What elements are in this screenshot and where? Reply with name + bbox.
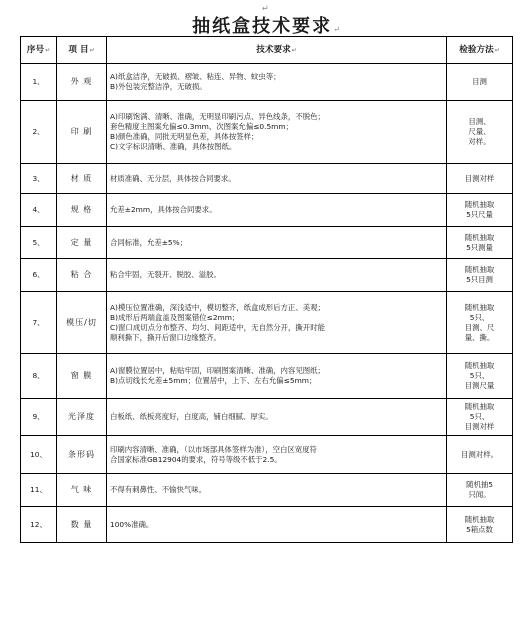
row-method	[447, 292, 513, 354]
row-method	[447, 259, 513, 292]
row-requirement	[107, 399, 447, 436]
row-item: 定 量	[57, 227, 107, 259]
row-requirement	[107, 64, 447, 101]
row-number: 7、	[21, 292, 57, 354]
table-body	[21, 64, 513, 543]
row-requirement	[107, 474, 447, 507]
requirement-line: A)模压位置准确，深浅适中，模切整齐，纸盒成形后方正、美观；	[110, 302, 325, 312]
method-line: 只闻。	[468, 490, 491, 499]
table-row	[21, 507, 513, 543]
row-item: 印 刷	[57, 101, 107, 164]
row-item: 窗 膜	[57, 354, 107, 399]
requirements-table	[20, 36, 513, 543]
row-number: 2、	[21, 101, 57, 164]
row-item: 规 格	[57, 194, 107, 227]
method-line: 随机抽取	[464, 361, 495, 370]
method-line: 随机抽5	[466, 480, 493, 489]
paragraph-mark-top: ↵	[262, 4, 269, 13]
requirement-line: 顺利撕下，撕开后窗口边缘整齐。	[110, 332, 221, 342]
table-row	[21, 101, 513, 164]
row-method	[447, 436, 513, 474]
requirement-line: C)窗口成切点分布整齐、均匀、间距适中，无自然分开，撕开时能	[110, 322, 325, 332]
row-method	[447, 474, 513, 507]
row-requirement	[107, 259, 447, 292]
table-header-row	[21, 37, 513, 64]
method-line: 5只测量	[466, 242, 493, 252]
row-method	[447, 399, 513, 436]
method-line: 目测、尺	[464, 322, 495, 332]
method-line: 随机抽取	[464, 514, 495, 524]
row-number: 3、	[21, 164, 57, 194]
requirement-line: 印刷内容清晰、准确，（以市场部具体签样为准），空白区宽度符	[110, 444, 317, 454]
row-requirement	[107, 164, 447, 194]
row-item: 材 质	[57, 164, 107, 194]
requirement-line: 允差±2mm，具体按合同要求。	[110, 205, 217, 214]
table-row	[21, 259, 513, 292]
row-item: 条形码	[57, 436, 107, 474]
method-line: 对样。	[468, 137, 491, 146]
row-number: 10、	[21, 436, 57, 474]
method-line: 目测	[472, 77, 487, 86]
requirement-line: C)文字标识清晰、准确，具体按图纸。	[110, 142, 237, 151]
method-line: 5只、	[469, 312, 490, 322]
row-method	[447, 507, 513, 543]
table-row	[21, 227, 513, 259]
row-method	[447, 354, 513, 399]
row-number: 4、	[21, 194, 57, 227]
row-requirement	[107, 292, 447, 354]
requirement-line: 粘合牢固，无裂开、脱胶、溢胶。	[110, 270, 221, 279]
row-number: 5、	[21, 227, 57, 259]
requirement-line: 合国家标准GB12904的要求，符号等级不低于2.5。	[110, 454, 282, 464]
row-method	[447, 64, 513, 101]
row-requirement	[107, 507, 447, 543]
method-line: 5只尺量	[466, 210, 493, 219]
row-item: 粘 合	[57, 259, 107, 292]
table-row	[21, 436, 513, 474]
method-line: 目测对样。	[461, 449, 498, 459]
row-requirement	[107, 227, 447, 259]
header-item: 项 目↵	[57, 37, 107, 64]
header-method: 检验方法↵	[447, 37, 513, 64]
requirement-line: 合同标准，允差±5%；	[110, 237, 188, 247]
method-line: 随机抽取	[464, 200, 495, 209]
header-requirement: 技术要求↵	[107, 37, 447, 64]
title-paragraph-mark: ↵	[333, 25, 340, 34]
method-line: 5只目测	[466, 275, 493, 284]
table-row	[21, 292, 513, 354]
method-line: 5箱点数	[466, 524, 493, 534]
method-line: 目测、	[468, 117, 491, 126]
row-method	[447, 227, 513, 259]
method-line: 目测对样	[464, 173, 495, 183]
row-number: 12、	[21, 507, 57, 543]
requirement-line: B)颜色准确，同批无明显色差，具体按签样；	[110, 132, 259, 141]
row-requirement	[107, 101, 447, 164]
row-item: 数 量	[57, 507, 107, 543]
method-line: 量、撕。	[464, 332, 495, 342]
table-row	[21, 474, 513, 507]
row-requirement	[107, 354, 447, 399]
requirement-line: A)窗膜位置居中，粘贴牢固，印刷图案清晰、准确，内容见图纸；	[110, 366, 325, 375]
row-method	[447, 164, 513, 194]
table-row	[21, 194, 513, 227]
requirement-line: 不得有刺鼻性、不愉快气味。	[110, 485, 207, 494]
table-row	[21, 354, 513, 399]
requirement-line: A)印刷饱满、清晰、准确，无明显印刷污点、异色线条，不脱色；	[110, 112, 325, 121]
method-line: 5只、	[469, 371, 490, 380]
document-title	[0, 12, 532, 38]
table-row	[21, 164, 513, 194]
method-line: 目测对样	[464, 422, 495, 431]
row-requirement	[107, 194, 447, 227]
method-line: 目测尺量	[464, 381, 495, 390]
requirement-line: 材质准确、无分层，具体按合同要求。	[110, 173, 236, 183]
row-number: 8、	[21, 354, 57, 399]
requirement-line: 100%准确。	[110, 519, 154, 529]
row-number: 6、	[21, 259, 57, 292]
requirement-line: A)纸盒洁净，无破损、褶皱、粘连、异物、蚊虫等；	[110, 72, 281, 81]
table-row	[21, 64, 513, 101]
method-line: 5只、	[469, 412, 490, 421]
row-number: 9、	[21, 399, 57, 436]
row-requirement	[107, 436, 447, 474]
requirement-line: 套色精度主图案允偏≤0.3mm、次图案允偏≤0.5mm；	[110, 122, 293, 131]
method-line: 随机抽取	[464, 302, 495, 312]
requirement-line: B)成形后两端盒盖及图案错位≤2mm；	[110, 312, 240, 322]
row-item: 气 味	[57, 474, 107, 507]
row-item: 外 观	[57, 64, 107, 101]
requirement-line: B)点切线长允差±5mm；位置居中，上下、左右允偏≤5mm；	[110, 376, 317, 385]
row-number: 1、	[21, 64, 57, 101]
row-number: 11、	[21, 474, 57, 507]
title-text: 抽纸盒技术要求	[192, 16, 333, 37]
method-line: 尺量、	[468, 127, 491, 136]
requirement-line: B)外包装完整洁净，无破损。	[110, 82, 207, 91]
row-method	[447, 194, 513, 227]
table-row	[21, 399, 513, 436]
method-line: 随机抽取	[464, 265, 495, 274]
method-line: 随机抽取	[464, 232, 495, 242]
row-method	[447, 101, 513, 164]
method-line: 随机抽取	[464, 402, 495, 411]
row-item: 光泽度	[57, 399, 107, 436]
header-no: 序号↵	[21, 37, 57, 64]
requirement-line: 白板纸、纸板亮度好，白度高，铺白细腻、厚实。	[110, 412, 273, 421]
row-item: 模压/切	[57, 292, 107, 354]
